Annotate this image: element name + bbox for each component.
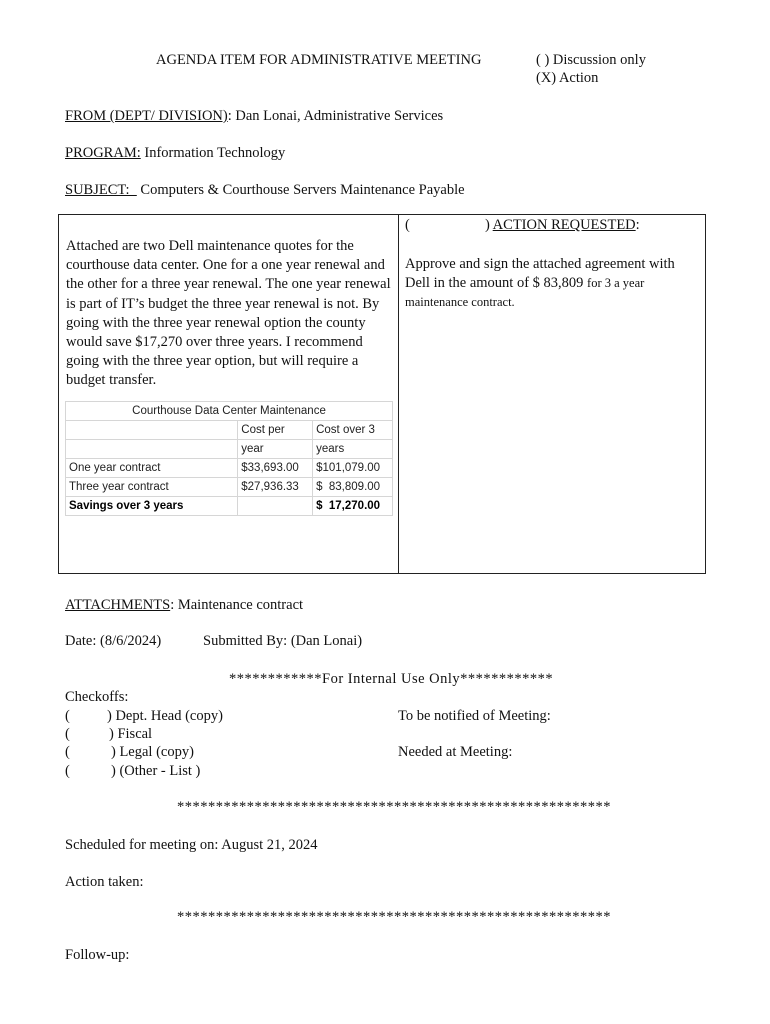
program-value: Information Technology bbox=[140, 145, 286, 161]
action-option: (X) Action bbox=[536, 70, 599, 86]
action-text-small-2: maintenance contract. bbox=[405, 295, 515, 309]
from-label: FROM (DEPT/ DIVISION) bbox=[65, 108, 228, 124]
header-year: year bbox=[238, 440, 313, 459]
submitted-by-field: Submitted By: (Dan Lonai) bbox=[203, 633, 363, 649]
row-over-3: $ 83,809.00 bbox=[313, 478, 393, 497]
column-divider bbox=[398, 215, 399, 573]
checkoff-paren: ( bbox=[65, 744, 70, 760]
discussion-only-option: ( ) Discussion only bbox=[536, 52, 646, 68]
program-label: PROGRAM: bbox=[65, 145, 141, 161]
checkoff-fiscal: ) Fiscal bbox=[109, 726, 153, 742]
action-requested-text bbox=[405, 255, 700, 312]
checkoff-paren: ( bbox=[65, 763, 70, 779]
row-per-year: $33,693.00 bbox=[238, 459, 313, 478]
date-field: Date: (8/6/2024) bbox=[65, 633, 162, 649]
action-requested-heading bbox=[405, 217, 700, 237]
notified-of-meeting: To be notified of Meeting: bbox=[398, 708, 551, 724]
table-header-row-2 bbox=[66, 440, 393, 459]
from-value: : Dan Lonai, Administrative Services bbox=[227, 108, 444, 124]
savings-value: $ 17,270.00 bbox=[313, 497, 393, 516]
checkoff-dept-head: ) Dept. Head (copy) bbox=[107, 708, 223, 724]
checkoff-legal: ) Legal (copy) bbox=[111, 744, 194, 760]
subject-value: Computers & Courthouse Servers Maintenance Payable bbox=[136, 182, 465, 198]
row-per-year: $27,936.33 bbox=[238, 478, 313, 497]
action-paren-open: ( bbox=[405, 217, 410, 233]
header-cost-per: Cost per bbox=[238, 421, 313, 440]
program-line bbox=[65, 145, 285, 162]
table-title: Courthouse Data Center Maintenance bbox=[66, 402, 393, 421]
needed-at-meeting: Needed at Meeting: bbox=[398, 744, 513, 760]
row-label: One year contract bbox=[66, 459, 238, 478]
checkoff-paren: ( bbox=[65, 726, 70, 742]
header-years: years bbox=[313, 440, 393, 459]
action-colon: : bbox=[635, 217, 640, 233]
action-taken: Action taken: bbox=[65, 874, 144, 890]
table-header-blank bbox=[66, 421, 238, 440]
section-divider: ******************************************************** bbox=[177, 909, 611, 925]
agenda-title: AGENDA ITEM FOR ADMINISTRATIVE MEETING bbox=[156, 52, 482, 68]
checkoffs-label: Checkoffs: bbox=[65, 689, 129, 705]
attachments-label: ATTACHMENTS bbox=[65, 597, 171, 613]
table-header-row-1 bbox=[66, 421, 393, 440]
internal-use-banner: ************For Internal Use Only************ bbox=[229, 671, 554, 687]
action-requested-label: ACTION REQUESTED bbox=[492, 217, 636, 233]
action-paren-close: ) bbox=[485, 217, 490, 233]
subject-label: SUBJECT: bbox=[65, 182, 137, 198]
attachments-line bbox=[65, 597, 303, 614]
savings-blank bbox=[238, 497, 313, 516]
header-cost-over: Cost over 3 bbox=[313, 421, 393, 440]
request-box bbox=[58, 214, 706, 574]
checkoff-paren: ( bbox=[65, 708, 70, 724]
row-over-3: $101,079.00 bbox=[313, 459, 393, 478]
action-text-small-1: for 3 a year bbox=[587, 276, 645, 290]
savings-label: Savings over 3 years bbox=[66, 497, 238, 516]
savings-row bbox=[66, 497, 393, 516]
section-divider: ******************************************************** bbox=[177, 799, 611, 815]
description-text: Attached are two Dell maintenance quotes for the courthouse data center. One for a one year renewal and the other for a three year renewal. The one year renewal is part of IT’s budget the three year renewal is not. By going with the three year renewal option the county would save $17,270 over three years. I recommend going with the three year option, but will require a budget transfer. bbox=[66, 238, 391, 389]
action-column bbox=[405, 217, 700, 312]
scheduled-meeting: Scheduled for meeting on: August 21, 2024 bbox=[65, 837, 318, 853]
row-label: Three year contract bbox=[66, 478, 238, 497]
action-text-main: Approve and sign the attached agreement with Dell in the amount of $ 83,809 bbox=[405, 256, 675, 291]
table-row bbox=[66, 459, 393, 478]
table-row bbox=[66, 478, 393, 497]
table-header-blank bbox=[66, 440, 238, 459]
maintenance-cost-table bbox=[65, 401, 393, 516]
attachments-value: : Maintenance contract bbox=[170, 597, 304, 613]
checkoff-other: ) (Other - List ) bbox=[111, 763, 201, 779]
from-line bbox=[65, 108, 443, 125]
follow-up: Follow-up: bbox=[65, 947, 130, 963]
table-title-row bbox=[66, 402, 393, 421]
subject-line bbox=[65, 182, 465, 199]
description-column bbox=[66, 237, 396, 391]
action-heading-text bbox=[485, 217, 640, 234]
